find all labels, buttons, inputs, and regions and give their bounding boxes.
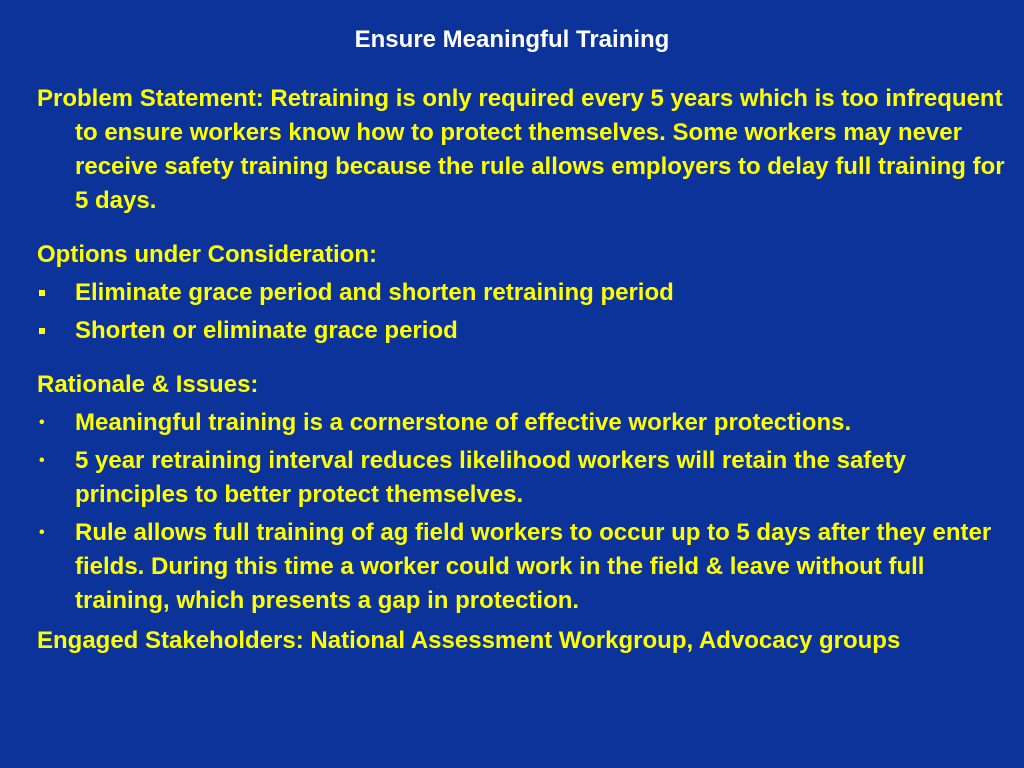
slide-title: Ensure Meaningful Training — [354, 26, 670, 53]
options-heading: Options under Consideration: — [37, 241, 377, 268]
square-bullet-icon — [39, 314, 59, 348]
rationale-item — [37, 406, 1012, 440]
problem-statement: Problem Statement: Retraining is only required every 5 years which is too infrequent to ensure workers know how to protect themselves. Some workers may never receive safety training because the rule allows employers to delay full training for 5 days. — [37, 85, 1005, 214]
option-text: Shorten or eliminate grace period — [75, 317, 458, 344]
option-text: Eliminate grace period and shorten retraining period — [75, 279, 674, 306]
option-item — [37, 314, 1012, 348]
rationale-text: Rule allows full training of ag field workers to occur up to 5 days after they enter fields. During this time a worker could work in the field & leave without full training, which presents a gap in protection. — [75, 519, 992, 614]
dot-bullet-icon: • — [39, 414, 45, 431]
engaged-stakeholders: Engaged Stakeholders: National Assessment Workgroup, Advocacy groups — [37, 627, 901, 654]
rationale-item — [37, 516, 1012, 618]
option-item — [37, 276, 1012, 310]
dot-bullet-icon: • — [39, 524, 45, 541]
square-bullet-icon — [39, 276, 59, 310]
rationale-heading: Rationale & Issues: — [37, 371, 259, 398]
dot-bullet-icon: • — [39, 452, 45, 469]
rationale-text: 5 year retraining interval reduces likelihood workers will retain the safety principles to better protect themselves. — [75, 447, 906, 508]
slide-body — [37, 82, 1012, 658]
rationale-text: Meaningful training is a cornerstone of effective worker protections. — [75, 409, 852, 436]
rationale-item — [37, 444, 1012, 512]
